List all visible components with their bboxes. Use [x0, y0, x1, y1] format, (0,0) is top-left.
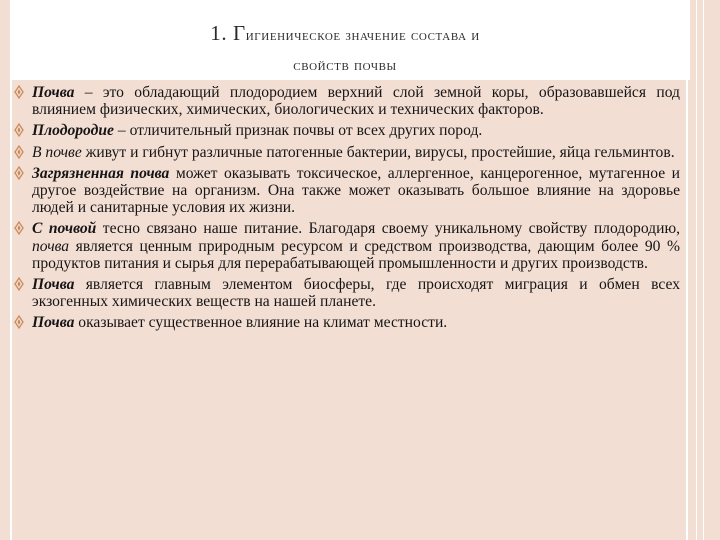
bullet-icon [12, 84, 26, 100]
bullet-icon [12, 314, 26, 330]
slide-title [20, 18, 670, 81]
item-lead: Загрязненная почва [32, 164, 170, 182]
item-text: оказывает существенное влияние на климат местности. [74, 314, 448, 332]
bullet-icon [12, 122, 26, 138]
title-line-2: свойств почвы [293, 57, 397, 74]
item-lead: Почва [32, 84, 75, 101]
bullet-icon [12, 276, 26, 292]
bullet-list [20, 84, 680, 336]
title-line-1 [20, 18, 670, 51]
item-text: является главным элементом биосферы, где происходят миграция и обмен всех экзогенных химических веществ на нашей планете. [32, 276, 680, 311]
item-lead: Плодородие [32, 122, 114, 140]
item-text: – отличительный признак почвы от всех других пород. [113, 122, 483, 140]
list-item [20, 220, 680, 272]
list-item [20, 122, 680, 139]
list-item [20, 84, 680, 118]
right-rule [696, 0, 697, 540]
list-item [20, 165, 680, 217]
item-text: является ценным природным ресурсом и средством производства, дающим более 90 % продуктов питания и сырья для перерабатывающей промышленности и других производств. [32, 237, 680, 272]
item-text: может оказывать токсическое, аллергенное, канцерогенное, мутагенное и другое воздействие на организм. Она также может оказывать большое влияние на здоровье людей и санитарные условия их жизни. [32, 164, 680, 217]
right-rule [703, 0, 704, 540]
bullet-icon [12, 220, 26, 236]
left-rule [10, 0, 12, 540]
item-lead: Почва [32, 276, 75, 294]
title-rest: игиеническое значение состава и [245, 27, 480, 44]
item-lead: В почве [32, 143, 82, 161]
list-item [20, 144, 680, 161]
list-item [20, 314, 680, 331]
list-item [20, 276, 680, 310]
item-text: тесно связано наше питание. Благодаря своему уникальному свойству плодородию, [96, 220, 680, 238]
item-lead: Почва [32, 314, 75, 332]
bullet-icon [12, 144, 26, 160]
title-initial: 1. Г [210, 21, 246, 45]
item-text: живут и гибнут различные патогенные бактерии, вирусы, простейшие, яйца гельминтов. [81, 143, 675, 161]
item-lead: С почвой [32, 220, 97, 238]
right-rule [686, 0, 688, 540]
item-emphasis: почва [32, 237, 70, 255]
item-text: – это обладающий плодородием верхний слой земной коры, образовавшейся под влиянием физических, химических, биологических и технических факторов. [32, 84, 680, 119]
bullet-icon [12, 165, 26, 181]
